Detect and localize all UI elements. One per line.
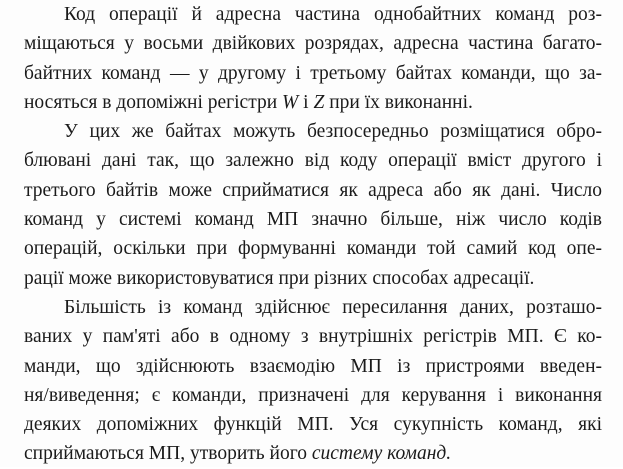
text-segment: носяться в допоміжні регістри [24,91,283,113]
paragraph [24,117,602,293]
text-line [24,381,602,410]
text-segment: сприймаються МП, утворить його [24,443,312,465]
text-segment: при їх виконанні. [324,91,473,113]
text-line [24,0,602,29]
text-segment: Більшість із команд здійснює пересилання даних, розташо- [64,296,602,318]
text-segment: міщаються у восьми двійкових розрядах, адресна частина багато- [24,33,602,55]
text-line [24,439,602,468]
text-line [24,293,602,322]
text-line [24,205,602,234]
text-line [24,88,602,117]
text-segment: Код операції й адресна частина однобайтних команд роз- [64,4,602,25]
text-segment: деяких допоміжних функцій МП. Уся сукупність команд, які [24,414,602,436]
text-line [24,146,602,175]
text-line [24,29,602,58]
text-line [24,264,602,293]
text-segment: третього байтів може сприйматися як адреса або як дані. Число [24,179,602,201]
italic-text: систему команд. [311,443,452,465]
text-line [24,176,602,205]
text-segment: ваних у пам'яті або в одному з внутрішніх регістрів МП. Є ко- [24,326,602,348]
italic-text: Z [313,91,325,113]
text-segment: ня/виведення; є команди, призначені для керування і виконання [24,384,602,406]
text-line [24,234,602,263]
paragraph [24,0,602,117]
text-segment: байтних команд — у другому і третьому байтах команди, що за- [24,62,602,84]
text-segment: манди, що здійснюють взаємодію МП із пристроями введен- [24,355,602,377]
text-line [24,352,602,381]
italic-text: W [282,91,299,113]
paragraph [24,293,602,469]
text-segment: команд у системі команд МП значно більше, ніж число кодів [24,209,602,231]
text-segment: операцій, оскільки при формуванні команди той самий код опе- [24,238,602,260]
body-text [24,0,602,469]
text-line [24,59,602,88]
text-segment: У цих же байтах можуть безпосередньо розміщатися обро- [64,121,602,143]
text-line [24,322,602,351]
text-segment: рації може використовуватися при різних способах адресації. [24,267,535,289]
text-line [24,410,602,439]
text-line [24,117,602,146]
text-segment: і [298,91,314,113]
text-segment: блювані дані так, що залежно від коду операції вміст другого і [24,150,602,172]
